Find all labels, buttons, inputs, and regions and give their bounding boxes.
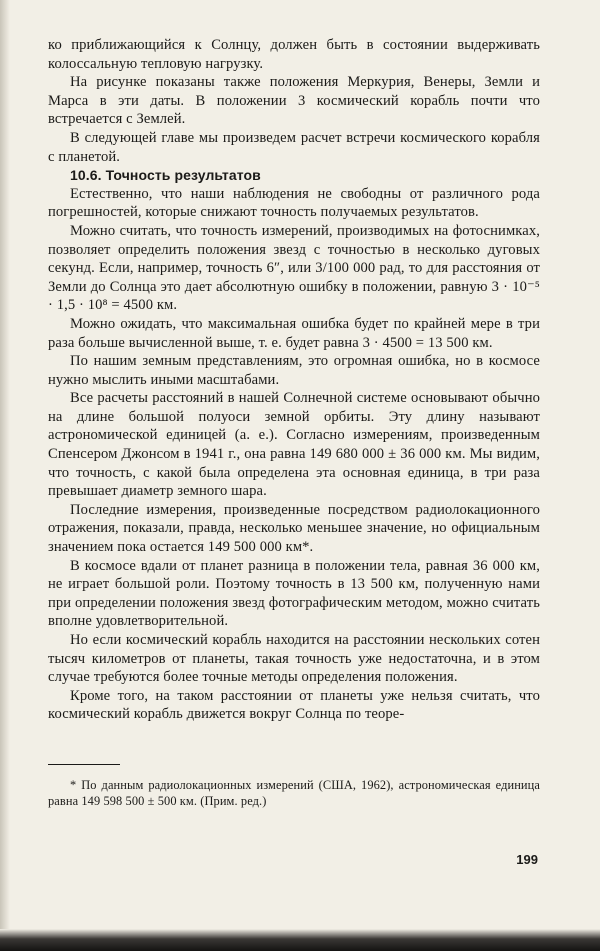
paragraph: Можно ожидать, что максимальная ошибка будет по крайней мере в три раза больше вычисленной выше, т. е. будет равна 3 · 4500 = 13 500 км. <box>48 315 540 351</box>
paragraph: Естественно, что наши наблюдения не свободны от различного рода погрешностей, которые снижают точность получаемых результатов. <box>48 185 540 221</box>
paragraph: На рисунке показаны также положения Меркурия, Венеры, Земли и Марса в эти даты. В положении 3 космический корабль почти что встречается с Землей. <box>48 74 540 128</box>
paragraph: В следующей главе мы произведем расчет встречи космического корабля с планетой. <box>48 129 540 165</box>
page-shadow <box>0 0 10 951</box>
scan-edge <box>0 929 600 951</box>
page-text <box>48 36 540 809</box>
paragraph: Последние измерения, произведенные посредством радиолокационного отражения, показали, правда, несколько меньшее значение, но официальным значением пока остается 149 500 000 км*. <box>48 501 540 556</box>
paragraph: Можно считать, что точность измерений, производимых на фотоснимках, позволяет определить положения звезд с точностью в несколько дуговых секунд. Если, например, точность 6″, или 3/100 000 рад, то для расстояния от Земли до Солнца это дает абсолютную ошибку в положении, равную 3 · 10⁻⁵ · 1,5 · 10⁸ = 4500 км. <box>48 222 540 314</box>
footnote-rule <box>48 764 120 765</box>
paragraph: По нашим земным представлениям, это огромная ошибка, но в космосе нужно мыслить иными масштабами. <box>48 353 540 388</box>
page-number: 199 <box>516 852 538 867</box>
paragraph: Но если космический корабль находится на расстоянии нескольких сотен тысяч километров от планеты, такая точность уже недостаточна, и в этом случае требуются более точные методы определения положения. <box>48 632 540 686</box>
paragraph-continued: ко приближающийся к Солнцу, должен быть в состоянии выдерживать колоссальную тепловую нагрузку. <box>48 37 540 72</box>
paragraph: В космосе вдали от планет разница в положении тела, равная 36 000 км, не играет большой роли. Поэтому точность в 13 500 км, полученную нами при определении положения звезд фотографическим методом, можно считать вполне удовлетворительной. <box>48 557 540 630</box>
footnote: * По данным радиолокационных измерений (США, 1962), астрономическая единица равна 149 598 500 ± 500 км. (Прим. ред.) <box>48 777 540 808</box>
paragraph: Все расчеты расстояний в нашей Солнечной системе основывают обычно на длине большой полуоси земной орбиты. Эту длину называют астрономической единицей (а. е.). Согласно измерениям, произведенным Спенсером Джонсом в 1941 г., она равна 149 680 000 ± 36 000 км. Мы видим, что точность, с какой была определена эта основная единица, в три раза превышает диаметр земного шара. <box>48 390 540 500</box>
paragraph: Кроме того, на таком расстоянии от планеты уже нельзя считать, что космический корабль движется вокруг Солнца по теоре- <box>48 687 540 723</box>
section-heading: 10.6. Точность результатов <box>70 167 261 184</box>
